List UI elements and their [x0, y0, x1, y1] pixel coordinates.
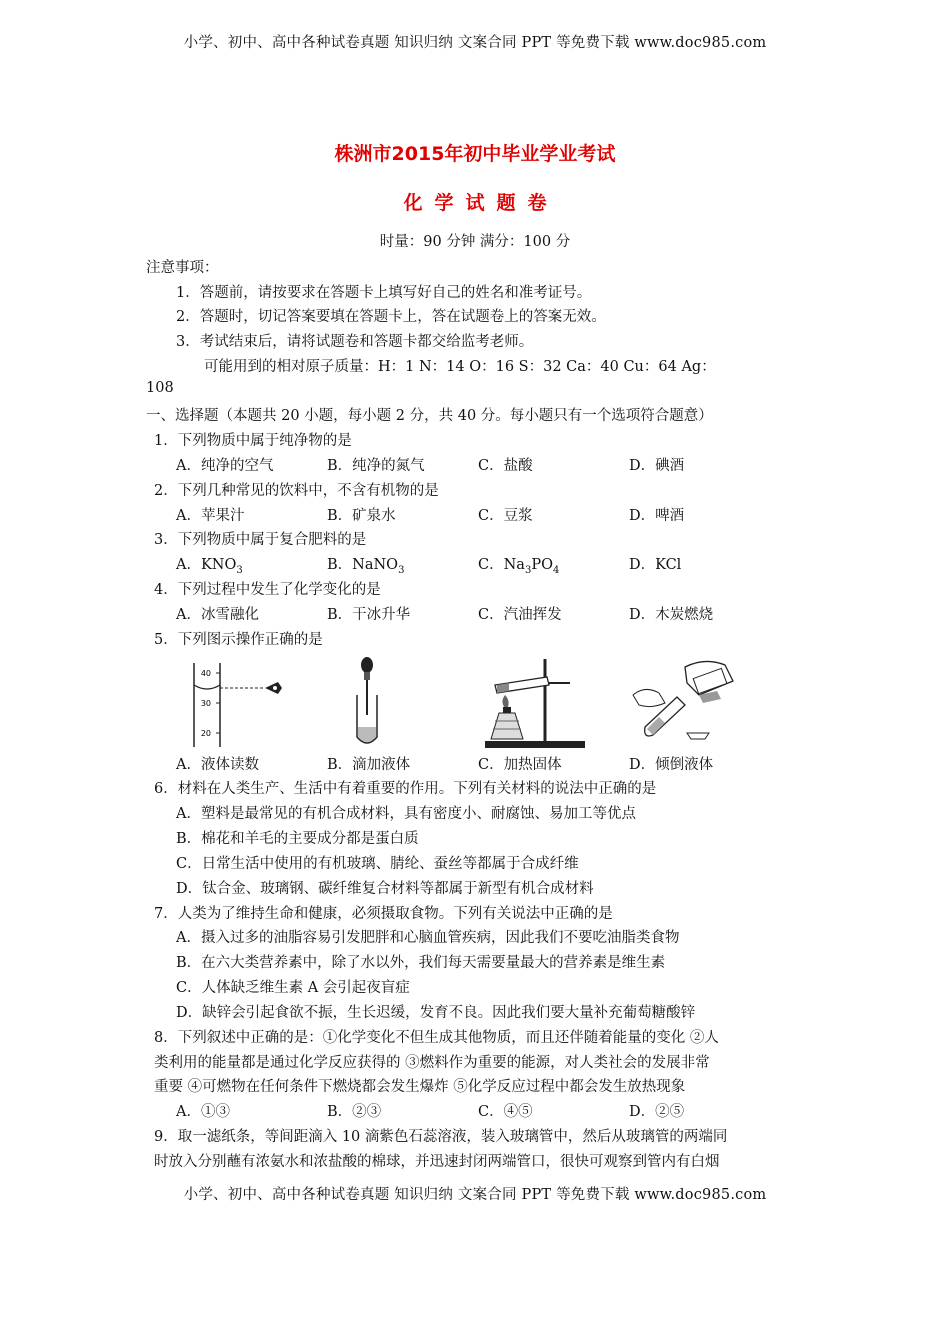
q3-option-c: C．$Na_3PO_4$	[478, 557, 560, 576]
q5-figures	[170, 655, 770, 750]
q6-option-d: D．钛合金、玻璃钢、碳纤维复合材料等都属于新型有机合成材料	[176, 881, 594, 897]
exam-title: 株洲市2015年初中毕业学业考试	[334, 143, 616, 165]
q7-stem: 7．人类为了维持生命和健康，必须摄取食物。下列有关说法中正确的是	[154, 906, 613, 922]
q7-option-b: B．在六大类营养素中，除了水以外，我们每天需要量最大的营养素是维生素	[176, 955, 666, 971]
q5-option-b: B．滴加液体	[327, 757, 411, 773]
exam-meta: 时量：90 分钟 满分：100 分	[379, 234, 571, 250]
q3-option-b: B．NaNO$_3$	[327, 557, 405, 576]
q5-option-d: D．倾倒液体	[629, 757, 714, 773]
exam-subtitle: 化学试题卷	[403, 192, 559, 214]
notice-item-1: 1．答题前，请按要求在答题卡上填写好自己的姓名和准考证号。	[176, 285, 592, 301]
q1-stem: 1．下列物质中属于纯净物的是	[154, 433, 352, 449]
q4-option-c: C．汽油挥发	[478, 607, 562, 623]
figure-pouring-liquid	[625, 655, 755, 750]
q2-option-a: A．苹果汁	[176, 508, 245, 524]
notice-item-3: 3．考试结束后，请将试题卷和答题卡都交给监考老师。	[176, 334, 534, 350]
figure-cylinder-reading	[180, 655, 300, 750]
q8-stem-line-3: 重要 ④可燃物在任何条件下燃烧都会发生爆炸 ⑤化学反应过程中都会发生放热现象	[154, 1079, 686, 1095]
q4-option-a: A．冰雪融化	[176, 607, 259, 623]
notice-heading: 注意事项：	[146, 260, 219, 276]
q8-option-d: D．②⑤	[629, 1104, 685, 1120]
cylinder-tick-30: 30	[200, 699, 211, 708]
q7-option-c: C．人体缺乏维生素 A 会引起夜盲症	[176, 980, 410, 996]
cylinder-tick-20: 20	[200, 729, 211, 738]
q5-stem: 5．下列图示操作正确的是	[154, 632, 323, 648]
q8-option-a: A．①③	[176, 1104, 230, 1120]
page-footer: 小学、初中、高中各种试卷真题 知识归纳 文案合同 PPT 等免费下载 www.doc985.com	[183, 1187, 767, 1203]
q2-option-d: D．啤酒	[629, 508, 685, 524]
q3-option-a: A．$KNO_3$	[176, 557, 243, 576]
q1-option-c: C．盐酸	[478, 458, 533, 474]
figure-dropper	[335, 655, 405, 750]
q3-option-d: D．KCl	[629, 557, 682, 573]
q9-stem-line-2: 时放入分别蘸有浓氨水和浓盐酸的棉球，并迅速封闭两端管口，很快可观察到管内有白烟	[154, 1154, 720, 1170]
q6-stem: 6．材料在人类生产、生活中有着重要的作用。下列有关材料的说法中正确的是	[154, 781, 657, 797]
q5-option-c: C．加热固体	[478, 757, 562, 773]
q6-option-a: A．塑料是最常见的有机合成材料，具有密度小、耐腐蚀、易加工等优点	[176, 806, 636, 822]
atomic-mass-line: 可能用到的相对原子质量：H：1 N：14 O：16 S：32 Ca：40 Cu：64 Ag：	[204, 359, 716, 375]
figure-heating-solid	[475, 655, 605, 750]
q2-option-c: C．豆浆	[478, 508, 533, 524]
q6-option-c: C．日常生活中使用的有机玻璃、腈纶、蚕丝等都属于合成纤维	[176, 856, 579, 872]
q4-option-b: B．干冰升华	[327, 607, 411, 623]
atomic-mass-cont: 108	[146, 380, 174, 396]
q1-option-d: D．碘酒	[629, 458, 685, 474]
q1-option-a: A．纯净的空气	[176, 458, 274, 474]
q8-option-c: C．④⑤	[478, 1104, 533, 1120]
page-header: 小学、初中、高中各种试卷真题 知识归纳 文案合同 PPT 等免费下载 www.doc985.com	[183, 35, 767, 51]
q8-stem-line-1: 8．下列叙述中正确的是：①化学变化不但生成其他物质，而且还伴随着能量的变化 ②人	[154, 1030, 719, 1046]
q5-option-a: A．液体读数	[176, 757, 259, 773]
q4-stem: 4．下列过程中发生了化学变化的是	[154, 582, 381, 598]
cylinder-tick-40: 40	[200, 669, 211, 678]
q4-option-d: D．木炭燃烧	[629, 607, 714, 623]
section-1-heading: 一、选择题（本题共 20 小题，每小题 2 分，共 40 分。每小题只有一个选项符合题意）	[146, 408, 713, 424]
q7-option-d: D．缺锌会引起食欲不振，生长迟缓，发育不良。因此我们要大量补充葡萄糖酸锌	[176, 1005, 696, 1021]
q2-stem: 2．下列几种常见的饮料中，不含有机物的是	[154, 483, 439, 499]
q7-option-a: A．摄入过多的油脂容易引发肥胖和心脑血管疾病，因此我们不要吃油脂类食物	[176, 930, 680, 946]
q8-option-b: B．②③	[327, 1104, 382, 1120]
q8-stem-line-2: 类利用的能量都是通过化学反应获得的 ③燃料作为重要的能源，对人类社会的发展非常	[154, 1055, 710, 1071]
q2-option-b: B．矿泉水	[327, 508, 396, 524]
q9-stem-line-1: 9．取一滤纸条，等间距滴入 10 滴紫色石蕊溶液，装入玻璃管中，然后从玻璃管的两端同	[154, 1129, 728, 1145]
q3-stem: 3．下列物质中属于复合肥料的是	[154, 532, 367, 548]
q6-option-b: B．棉花和羊毛的主要成分都是蛋白质	[176, 831, 419, 847]
notice-item-2: 2．答题时，切记答案要填在答题卡上，答在试题卷上的答案无效。	[176, 309, 606, 325]
q1-option-b: B．纯净的氮气	[327, 458, 425, 474]
